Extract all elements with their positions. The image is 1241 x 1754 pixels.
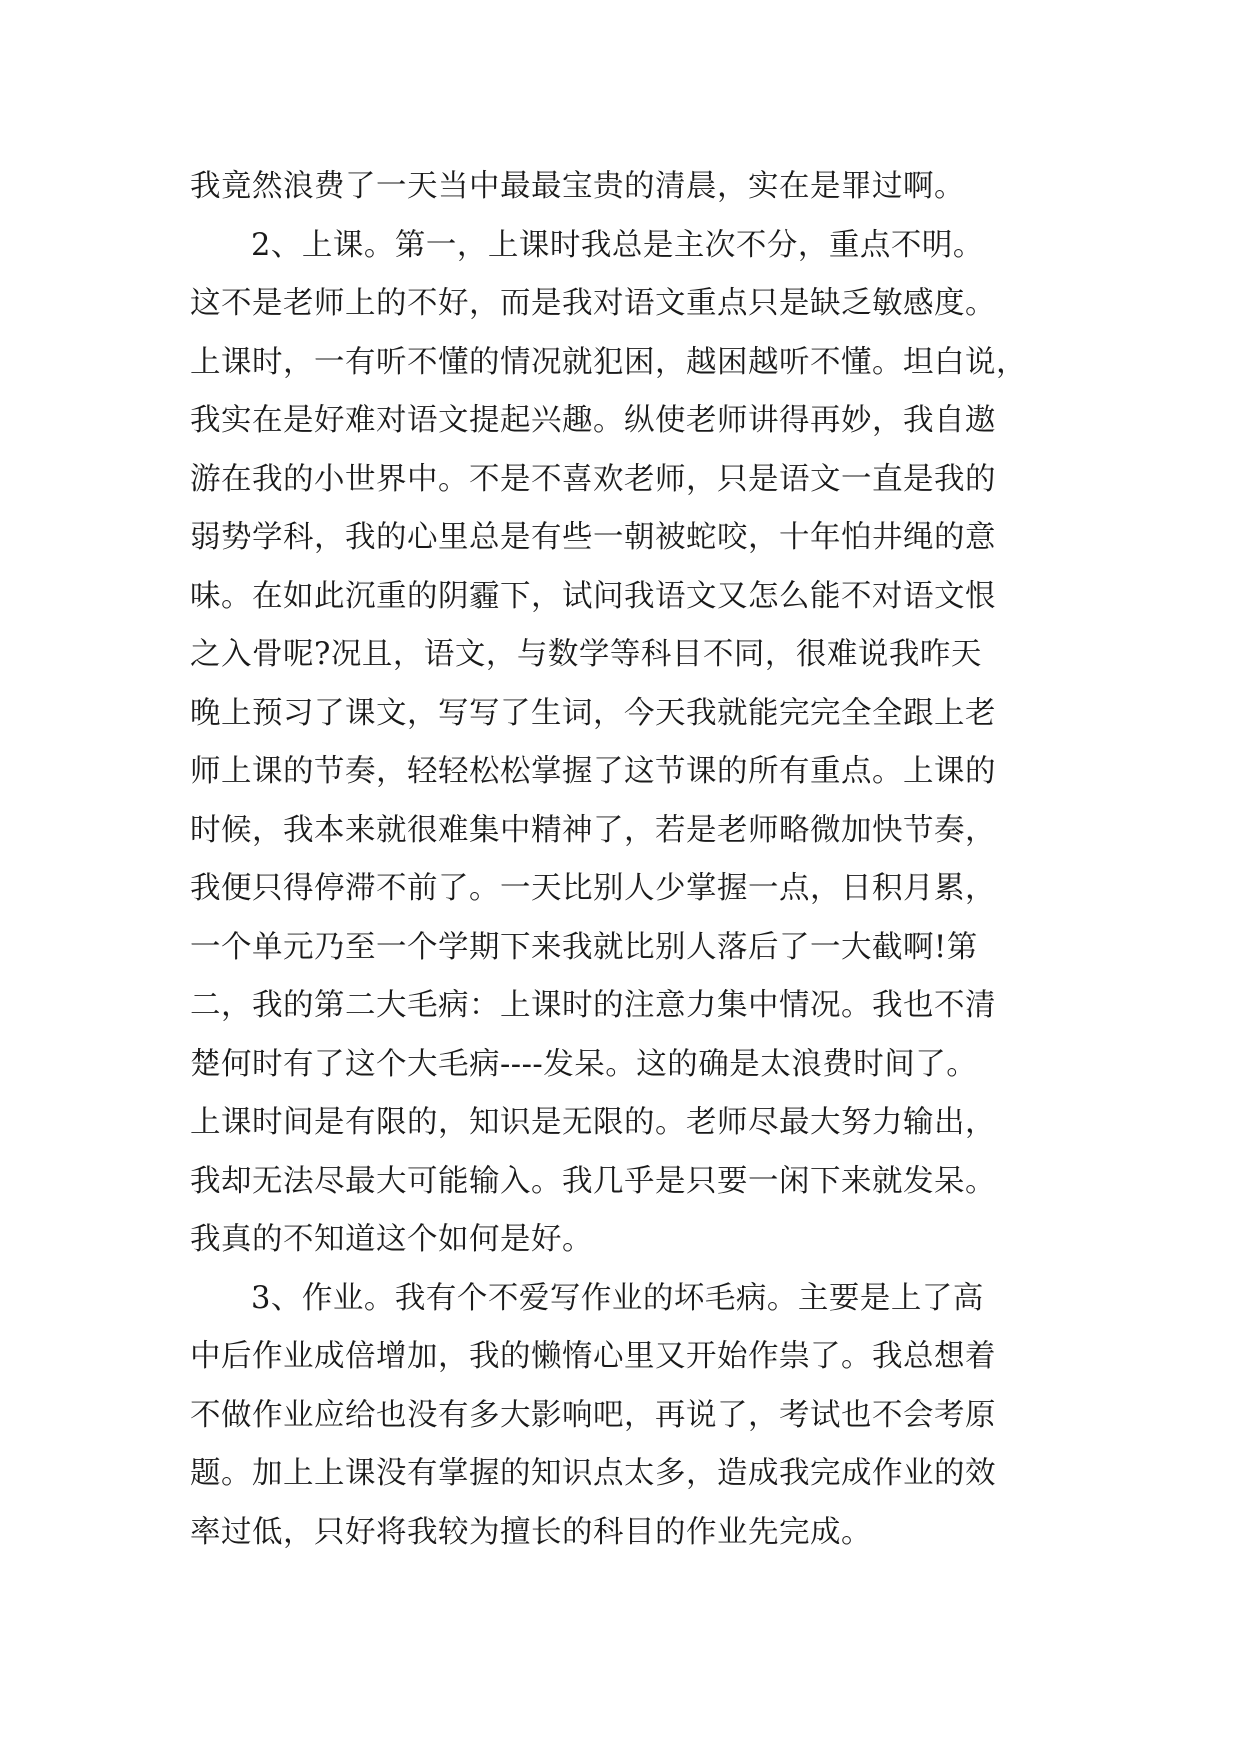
text-line: 率过低，只好将我较为擅长的科目的作业先完成。: [190, 1514, 872, 1550]
text-line: 时候，我本来就很难集中精神了，若是老师略微加快节奏，: [190, 812, 996, 848]
text-line: 2、上课。第一，上课时我总是主次不分，重点不明。: [251, 227, 984, 263]
text-line: 题。加上上课没有掌握的知识点太多，造成我完成作业的效: [190, 1456, 996, 1491]
text-line: 弱势学科，我的心里总是有些一朝被蛇咬，十年怕井绳的意: [190, 520, 996, 555]
text-line: 上课时，一有听不懂的情况就犯困，越困越听不懂。坦白说，: [190, 344, 1027, 380]
text-line: 楚何时有了这个大毛病----发呆。这的确是太浪费时间了。: [190, 1046, 978, 1082]
paragraph: [190, 158, 1070, 217]
text-line: 我真的不知道这个如何是好。: [190, 1222, 593, 1257]
text-line: 二，我的第二大毛病：上课时的注意力集中情况。我也不清: [190, 988, 996, 1023]
text-line: 我竟然浪费了一天当中最最宝贵的清晨，实在是罪过啊。: [190, 169, 965, 204]
text-line: 师上课的节奏，轻轻松松掌握了这节课的所有重点。上课的: [190, 754, 996, 789]
text-line: 游在我的小世界中。不是不喜欢老师，只是语文一直是我的: [190, 461, 996, 497]
text-line: 味。在如此沉重的阴霾下，试问我语文又怎么能不对语文恨: [190, 578, 996, 614]
text-line: 上课时间是有限的，知识是无限的。老师尽最大努力输出，: [190, 1105, 996, 1140]
text-line: 我便只得停滞不前了。一天比别人少掌握一点，日积月累，: [190, 871, 996, 906]
text-line: 不做作业应给也没有多大影响吧，再说了，考试也不会考原: [190, 1397, 996, 1433]
text-line: 一个单元乃至一个学期下来我就比别人落后了一大截啊!第: [190, 929, 978, 965]
text-line: 这不是老师上的不好，而是我对语文重点只是缺乏敏感度。: [190, 286, 996, 321]
text-line: 晚上预习了课文，写写了生词，今天我就能完完全全跟上老: [190, 695, 996, 731]
text-line: 中后作业成倍增加，我的懒惰心里又开始作祟了。我总想着: [190, 1339, 996, 1374]
body-text: [190, 158, 1070, 1562]
text-line: 我实在是好难对语文提起兴趣。纵使老师讲得再妙，我自遨: [190, 403, 996, 438]
paragraph: [190, 217, 1070, 1270]
text-line: 之入骨呢?况且，语文，与数学等科目不同，很难说我昨天: [190, 637, 982, 672]
text-line: 3、作业。我有个不爱写作业的坏毛病。主要是上了高: [251, 1280, 984, 1316]
paragraph: [190, 1270, 1070, 1563]
text-line: 我却无法尽最大可能输入。我几乎是只要一闲下来就发呆。: [190, 1163, 996, 1199]
